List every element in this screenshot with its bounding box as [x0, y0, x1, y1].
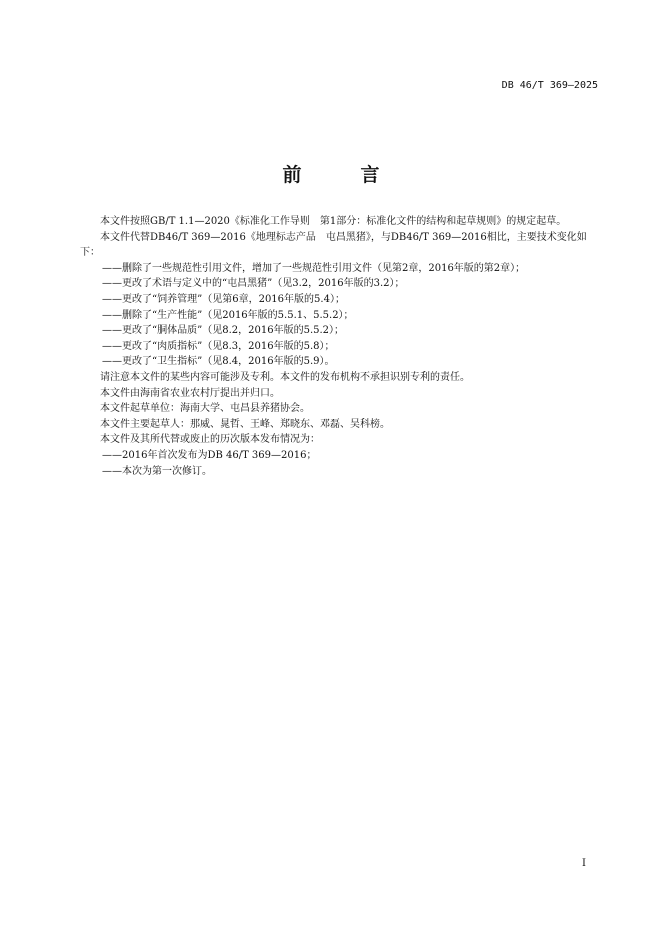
proposer-statement: 本文件由海南省农业农村厅提出并归口。	[100, 387, 280, 399]
standard-code: DB 46/T 369—2025	[501, 80, 598, 91]
change-item: ——删除了一些规范性引用文件，增加了一些规范性引用文件（见第2章，2016年版的第2章）；	[102, 262, 526, 274]
foreword-body	[80, 214, 600, 479]
history-item: ——本次为第一次修订。	[102, 465, 212, 477]
paragraph-drafting-rules: 本文件按照GB/T 1.1—2020《标准化工作导则 第1部分：标准化文件的结构和起草规则》的规定起草。	[100, 216, 567, 227]
patent-notice: 请注意本文件的某些内容可能涉及专利。本文件的发布机构不承担识别专利的责任。	[100, 371, 470, 383]
page-title: 前 言	[282, 164, 400, 186]
change-item: ——更改了术语与定义中的“屯昌黑猪”（见3.2，2016年版的3.2）；	[102, 278, 405, 290]
change-item: ——删除了“生产性能”（见2016年版的5.5.1、5.5.2）；	[102, 309, 354, 321]
drafters: 本文件主要起草人：那威、晁哲、王峰、郑晓东、邓磊、吴科榜。	[100, 418, 390, 430]
change-item: ——更改了“卫生指标”（见8.4，2016年版的5.9）。	[102, 356, 335, 368]
history-item: ——2016年首次发布为DB 46/T 369—2016；	[102, 449, 317, 461]
change-item: ——更改了“肉质指标”（见8.3，2016年版的5.8）；	[102, 340, 335, 352]
drafting-units: 本文件起草单位：海南大学、屯昌县养猪协会。	[100, 403, 310, 415]
page-number: I	[582, 858, 586, 869]
change-item: ——更改了“胴体品质”（见8.2，2016年版的5.5.2）；	[102, 325, 345, 337]
paragraph-replacement: 本文件代替DB46/T 369—2016《地理标志产品 屯昌黑猪》，与DB46/T 369—2016相比，主要技术变化如下：	[80, 231, 587, 259]
history-intro: 本文件及其所代替或废止的历次版本发布情况为：	[100, 434, 320, 446]
change-item: ——更改了“饲养管理”（见第6章，2016年版的5.4）；	[102, 293, 345, 305]
